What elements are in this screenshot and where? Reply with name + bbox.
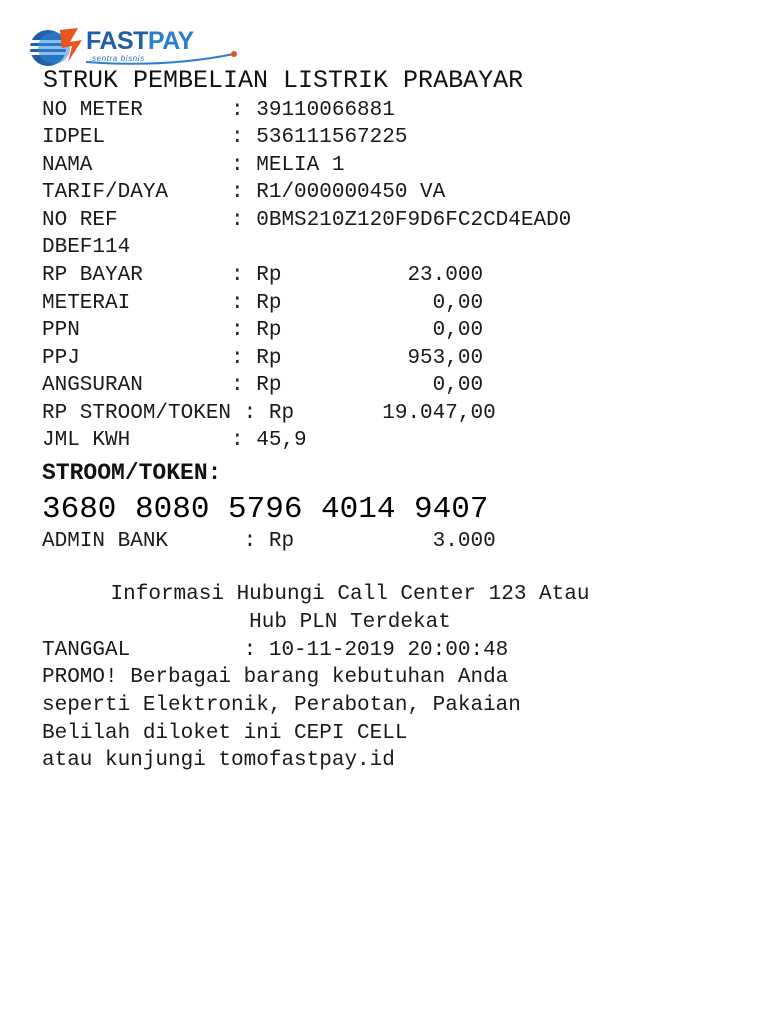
row-idpel: IDPEL : 536111567225 <box>42 126 408 149</box>
token-value: 3680 8080 5796 4014 9407 <box>42 492 489 527</box>
row-rp-bayar: RP BAYAR : Rp 23.000 <box>42 264 484 287</box>
fastpay-logo <box>24 24 244 68</box>
promo-line-3: Belilah diloket ini CEPI CELL <box>42 722 408 745</box>
promo-line-4: atau kunjungi tomofastpay.id <box>42 749 395 772</box>
row-tarif-daya: TARIF/DAYA : R1/000000450 VA <box>42 181 446 204</box>
row-ppn: PPN : Rp 0,00 <box>42 319 484 342</box>
row-jml-kwh: JML KWH : 45,9 <box>42 429 307 452</box>
logo-tagline: sentra bisnis <box>92 54 145 63</box>
receipt-title: STRUK PEMBELIAN LISTRIK PRABAYAR <box>43 66 524 95</box>
info-line-1: Informasi Hubungi Call Center 123 Atau <box>110 583 590 606</box>
fastpay-wordmark: FASTPAY <box>86 27 194 55</box>
promo-line-1: PROMO! Berbagai barang kebutuhan Anda <box>42 666 509 689</box>
row-rp-stroom: RP STROOM/TOKEN : Rp 19.047,00 <box>42 402 496 425</box>
row-no-meter: NO METER : 39110066881 <box>42 99 395 122</box>
token-label: STROOM/TOKEN: <box>42 460 222 486</box>
row-nama: NAMA : MELIA 1 <box>42 154 345 177</box>
row-tanggal: TANGGAL : 10-11-2019 20:00:48 <box>42 639 509 662</box>
row-angsuran: ANGSURAN : Rp 0,00 <box>42 374 484 397</box>
row-no-ref-cont: DBEF114 <box>42 236 131 259</box>
row-admin-bank: ADMIN BANK : Rp 3.000 <box>42 530 496 553</box>
promo-line-2: seperti Elektronik, Perabotan, Pakaian <box>42 694 521 717</box>
row-meterai: METERAI : Rp 0,00 <box>42 292 484 315</box>
row-ppj: PPJ : Rp 953,00 <box>42 347 484 370</box>
info-line-2: Hub PLN Terdekat <box>249 611 451 634</box>
row-no-ref: NO REF : 0BMS210Z120F9D6FC2CD4EAD0 <box>42 209 572 232</box>
